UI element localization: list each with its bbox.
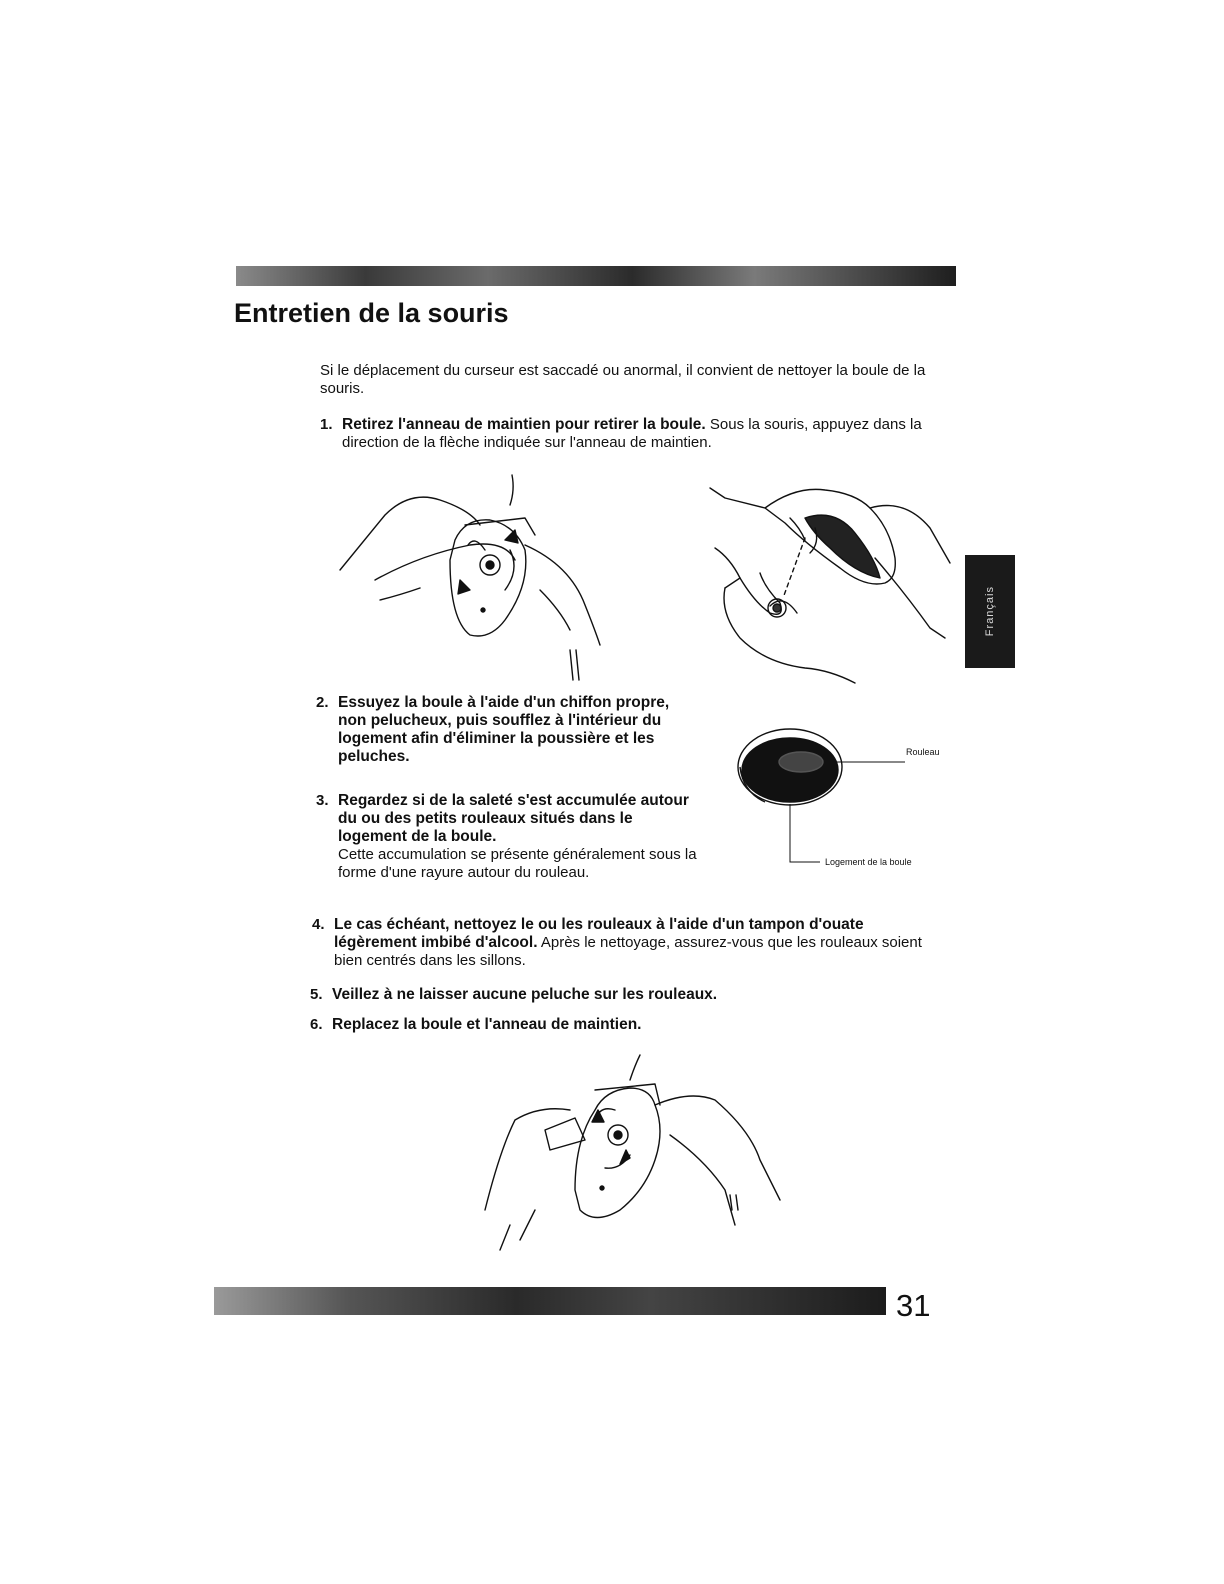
step-detail: Sous la souris, appuyez dans la direction de la flèche indiquée sur l'anneau de maintien. [342,416,922,451]
step-2 [316,694,698,766]
step-5 [310,986,947,1004]
header-rule [236,266,956,286]
step-6 [310,1016,947,1034]
step-number: 5. [310,986,323,1003]
step-instruction: Veillez à ne laisser aucune peluche sur les rouleaux. [332,986,718,1003]
roller-label: Rouleau [906,747,940,757]
step-detail: Cette accumulation se présente généralement sous la forme d'une rayure autour du rouleau. [338,846,697,881]
page-number: 31 [896,1288,931,1323]
footer-rule [214,1287,886,1315]
step-instruction: Replacez la boule et l'anneau de maintien. [332,1016,642,1033]
remove-ring-illustration [330,470,630,685]
step-number: 6. [310,1016,323,1033]
housing-label: Logement de la boule [825,857,912,867]
step-detail: Après le nettoyage, assurez-vous que les rouleaux soient bien centrés dans les sillons. [334,934,922,969]
step-3 [316,792,698,882]
ball-housing-diagram [735,722,965,872]
language-tab-label: Français [984,586,996,637]
step-instruction: Regardez si de la saleté s'est accumulée autour du ou des petits rouleaux situés dans le logement de la boule. [338,792,689,845]
step-1 [320,416,952,452]
step-number: 3. [316,792,329,809]
step-instruction: Le cas échéant, nettoyez le ou les rouleaux à l'aide d'un tampon d'ouate légèrement imbibé d'alcool. [334,916,864,951]
page-title: Entretien de la souris [234,298,509,328]
replace-ring-illustration [480,1050,790,1250]
step-number: 2. [316,694,329,711]
step-number: 1. [320,416,333,433]
step-instruction: Retirez l'anneau de maintien pour retirer la boule. [342,416,706,433]
intro-paragraph: Si le déplacement du curseur est saccadé ou anormal, il convient de nettoyer la boule de la souris. [320,362,926,397]
step-instruction: Essuyez la boule à l'aide d'un chiffon propre, non pelucheux, puis soufflez à l'intérieur du logement afin d'éliminer la poussière et les peluches. [338,694,670,765]
language-tab [965,555,1015,668]
ball-in-hand-illustration [705,478,965,693]
step-4 [312,916,949,970]
step-number: 4. [312,916,325,933]
